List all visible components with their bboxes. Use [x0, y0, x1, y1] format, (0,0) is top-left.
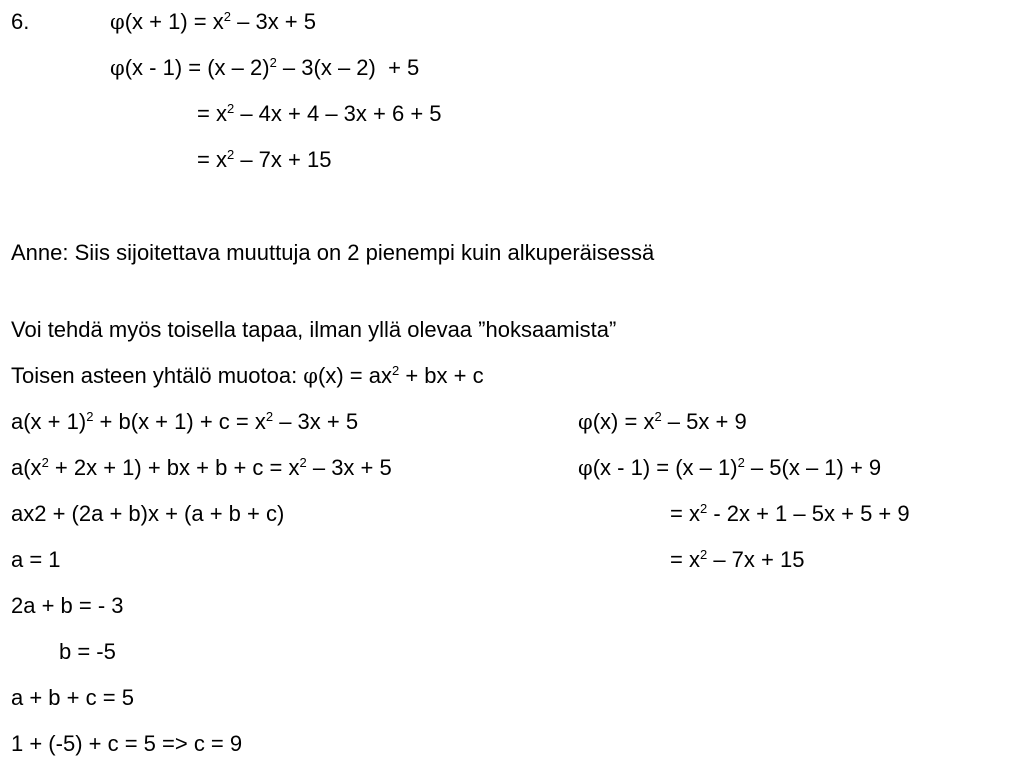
phi-symbol: φ	[303, 364, 319, 388]
exponent: 2	[391, 363, 400, 378]
eq-part: - 2x + 1 – 5x + 5 + 9	[707, 501, 910, 526]
exponent: 2	[86, 409, 94, 424]
eq-part: – 3x + 5	[273, 409, 359, 434]
left-line-1	[11, 409, 358, 435]
answer-text: Anne: Siis sijoitettava muuttuja on 2 pienempi kuin alkuperäisessä	[11, 240, 655, 265]
eq-part: – 7x + 15	[707, 547, 805, 572]
exponent: 2	[699, 547, 708, 562]
eq-part: (x - 1) = (x – 1)	[592, 455, 738, 480]
eq-part: + bx + c	[399, 363, 484, 388]
eq-part: (x + 1) = x	[124, 9, 224, 34]
problem-number: 6.	[11, 9, 30, 34]
exponent: 2	[737, 455, 745, 470]
exponent: 2	[654, 409, 662, 424]
equation-result	[197, 147, 331, 173]
eq-part: = x	[197, 147, 227, 172]
eq-part: = x	[670, 501, 700, 526]
phi-symbol: φ	[110, 10, 125, 34]
eq-part: – 3(x – 2) + 5	[276, 55, 420, 80]
left-line-7: a + b + c = 5	[11, 685, 134, 710]
left-line-4: a = 1	[11, 547, 61, 572]
eq-part: (x) = x	[592, 409, 655, 434]
exponent: 2	[223, 9, 231, 24]
exponent: 2	[226, 147, 235, 162]
left-line-5: 2a + b = - 3	[11, 593, 124, 618]
left-line-3: ax2 + (2a + b)x + (a + b + c)	[11, 501, 285, 526]
eq-part: – 5(x – 1) + 9	[744, 455, 882, 480]
right-line-1	[578, 409, 747, 435]
eq-part: – 7x + 15	[234, 147, 332, 172]
eq-part: = x	[670, 547, 700, 572]
eq-part: (x - 1) = (x – 2)	[124, 55, 270, 80]
phi-symbol: φ	[578, 456, 593, 480]
equation-substitution	[110, 55, 419, 81]
eq-part: = x	[197, 101, 227, 126]
eq-part: (x) = ax	[318, 363, 392, 388]
eq-part: a(x + 1)	[11, 409, 87, 434]
exponent: 2	[269, 55, 277, 70]
eq-part: a(x	[11, 455, 42, 480]
general-form-label: Toisen asteen yhtälö muotoa:	[11, 363, 304, 388]
left-line-2	[11, 455, 392, 481]
equation-given	[110, 9, 316, 35]
exponent: 2	[299, 455, 307, 470]
right-line-2	[578, 455, 881, 481]
exponent: 2	[265, 409, 274, 424]
equation-expanded	[197, 101, 442, 127]
exponent: 2	[41, 455, 49, 470]
eq-part: – 4x + 4 – 3x + 6 + 5	[234, 101, 442, 126]
eq-part: – 3x + 5	[306, 455, 392, 480]
eq-part: + b(x + 1) + c = x	[93, 409, 266, 434]
exponent: 2	[226, 101, 235, 116]
left-line-6: b = -5	[59, 639, 116, 664]
alternative-intro: Voi tehdä myös toisella tapaa, ilman yllä olevaa ”hoksaamista”	[11, 317, 617, 342]
right-line-3	[670, 501, 910, 527]
left-line-8: 1 + (-5) + c = 5 => c = 9	[11, 731, 243, 756]
exponent: 2	[699, 501, 708, 516]
eq-part: – 5x + 9	[661, 409, 747, 434]
eq-part: – 3x + 5	[231, 9, 317, 34]
phi-symbol: φ	[110, 56, 125, 80]
eq-part: + 2x + 1) + bx + b + c = x	[48, 455, 300, 480]
right-line-4	[670, 547, 804, 573]
phi-symbol: φ	[578, 410, 593, 434]
general-form	[11, 363, 484, 389]
